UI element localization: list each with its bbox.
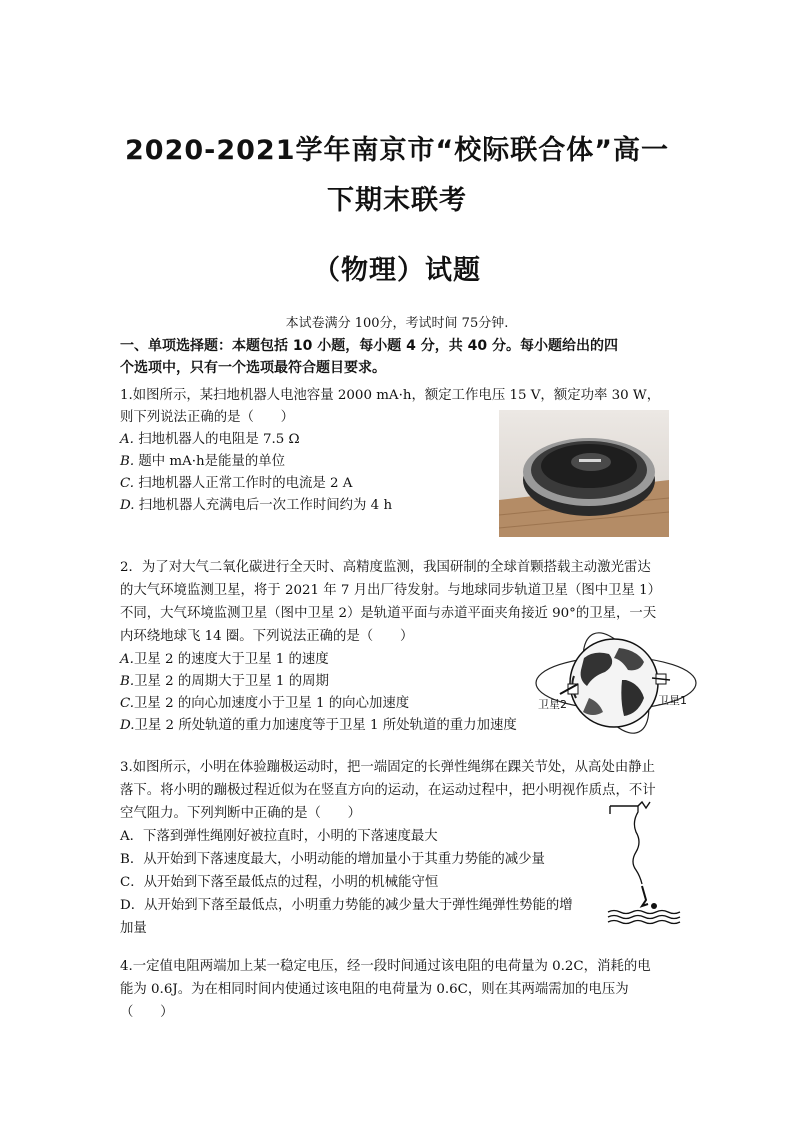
q1-stem-line1: 1.如图所示，某扫地机器人电池容量 2000 mA·h，额定工作电压 15 V，额定功率 30 W， (120, 388, 661, 403)
q3-option-b-text: ．从开始到下落速度最大，小明动能的增加量小于其重力势能的减少量 (129, 852, 545, 867)
q4-stem-line1: 4.一定值电阻两端加上某一稳定电压，经一段时间通过该电阻的电荷量为 0.2C，消耗的电 (120, 959, 651, 974)
q1-option-a-text: 扫地机器人的电阻是 7.5 Ω (138, 432, 300, 447)
q2-option-c-text: 卫星 2 的向心加速度小于卫星 1 的向心加速度 (134, 696, 410, 711)
q3-option-b[interactable] (120, 850, 545, 870)
section1-instructions-line2: 个选项中，只有一个选项最符合题目要求。 (120, 360, 386, 376)
q3-option-b-letter: B (120, 852, 130, 867)
q3-option-c[interactable] (120, 873, 438, 893)
q1-option-a-letter: A. (120, 432, 134, 447)
q2-option-a[interactable] (120, 650, 329, 670)
q3-option-c-letter: C (120, 875, 131, 890)
section1-instructions-line1: 一、单项选择题：本题包括 10 小题，每小题 4 分，共 40 分。每小题给出的四 (120, 338, 618, 354)
q1-option-d[interactable] (120, 496, 392, 516)
q2-option-b-text: 卫星 2 的周期大于卫星 1 的周期 (134, 674, 329, 689)
subject-title: （物理）试题 (313, 255, 481, 286)
q2-stem-line1: 2．为了对大气二氧化碳进行全天时、高精度监测，我国研制的全球首颗搭载主动激光雷达 (120, 560, 651, 575)
q1-option-c-text: 扫地机器人正常工作时的电流是 2 A (138, 476, 353, 491)
q3-option-d-letter: D (120, 898, 131, 913)
label-satellite-1: 卫星1 (658, 694, 687, 707)
q2-stem-line4: 内环绕地球飞 14 圈。下列说法正确的是（ ） (120, 629, 414, 644)
q1-option-d-letter: D. (120, 498, 135, 513)
q3-stem-line2: 落下。将小明的蹦极过程近似为在竖直方向的运动，在运动过程中，把小明视作质点，不计 (120, 783, 656, 798)
q1-option-c[interactable] (120, 474, 352, 494)
q2-option-b[interactable] (120, 672, 329, 692)
q1-option-b-text: 题中 mA·h是能量的单位 (138, 454, 286, 469)
page-title-line1: 2020-2021学年南京市“校际联合体”高一 (125, 135, 669, 166)
page-title-line2: 下期末联考 (327, 185, 467, 216)
q2-option-d[interactable] (120, 716, 517, 736)
robot-vacuum-photo (499, 410, 669, 537)
q2-option-a-text: 卫星 2 的速度大于卫星 1 的速度 (133, 652, 329, 667)
q2-stem-line2: 的大气环境监测卫星，将于 2021 年 7 月出厂待发射。与地球同步轨道卫星（图中卫星 1） (120, 583, 662, 598)
q4-stem-line2: 能为 0.6J。为在相同时间内使通过该电阻的电荷量为 0.6C，则在其两端需加的电压为 (120, 982, 629, 997)
q2-option-d-letter: D. (120, 718, 135, 733)
q1-option-c-letter: C. (120, 476, 135, 491)
q3-option-a[interactable] (120, 827, 438, 847)
q3-option-a-letter: A (120, 829, 130, 844)
q2-stem-line3: 不同，大气环境监测卫星（图中卫星 2）是轨道平面与赤道平面夹角接近 90°的卫星，一天 (120, 606, 657, 621)
q3-option-d-text: ．从开始到下落至最低点，小明重力势能的减少量大于弹性绳弹性势能的增 (130, 898, 573, 913)
bungee-jump-diagram (606, 798, 682, 926)
q3-stem-line1: 3.如图所示，小明在体验蹦极运动时，把一端固定的长弹性绳绑在踝关节处，从高处由静止 (120, 760, 656, 775)
q3-option-d[interactable] (120, 896, 573, 916)
q2-option-c[interactable] (120, 694, 409, 714)
q3-option-a-text: ．下落到弹性绳刚好被拉直时，小明的下落速度最大 (129, 829, 438, 844)
q1-option-b-letter: B. (120, 454, 135, 469)
q1-option-b[interactable] (120, 452, 285, 472)
q2-option-b-letter: B. (120, 674, 135, 689)
q1-option-d-text: 扫地机器人充满电后一次工作时间约为 4 h (138, 498, 393, 513)
q1-stem-line2: 则下列说法正确的是（ ） (120, 410, 295, 425)
q3-option-c-text: ．从开始到下落至最低点的过程，小明的机械能守恒 (130, 875, 439, 890)
q2-option-a-letter: A. (120, 652, 134, 667)
q3-stem-line3: 空气阻力。下列判断中正确的是（ ） (120, 806, 362, 821)
q1-option-a[interactable] (120, 430, 300, 450)
earth-satellite-diagram (534, 628, 704, 738)
q3-option-d-continued: 加量 (120, 921, 147, 936)
label-satellite-2: 卫星2 (538, 698, 567, 711)
q4-stem-line3: （ ） (120, 1005, 174, 1020)
q2-option-c-letter: C. (120, 696, 135, 711)
q2-option-d-text: 卫星 2 所处轨道的重力加速度等于卫星 1 所处轨道的重力加速度 (134, 718, 517, 733)
exam-info: 本试卷满分 100分，考试时间 75分钟. (285, 316, 509, 331)
